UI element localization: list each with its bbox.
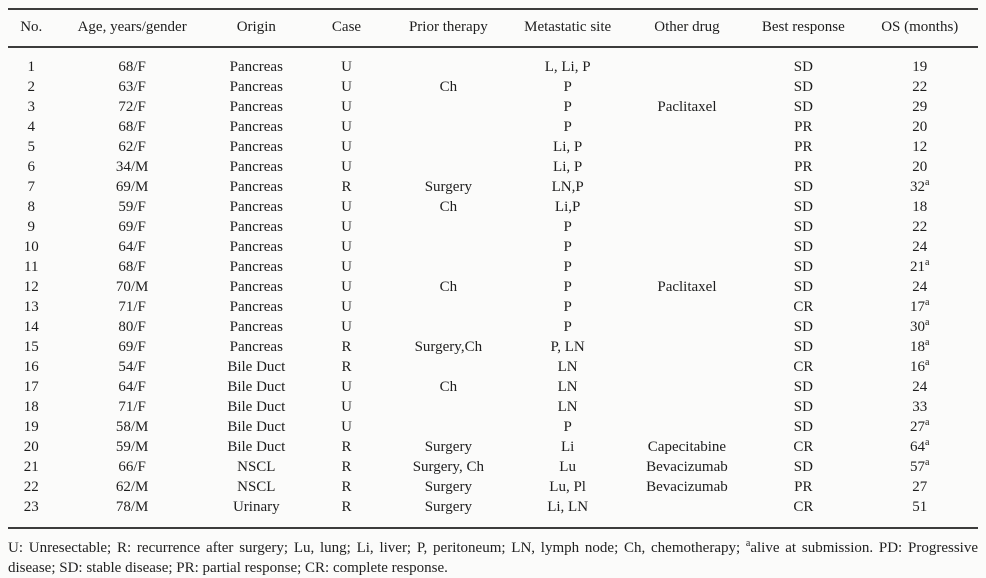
col-header-origin: Origin xyxy=(210,9,303,47)
table-cell: R xyxy=(341,339,352,355)
table-cell: 30$^a$ xyxy=(910,317,930,335)
table-cell: Urinary xyxy=(232,499,280,515)
os-superscript-a: a xyxy=(925,297,930,308)
os-superscript-a: a xyxy=(925,417,930,428)
table-cell: 16 xyxy=(23,359,39,375)
table-cell: Pancreas xyxy=(229,139,283,155)
table-cell: 24 xyxy=(912,379,928,395)
table-cell: U xyxy=(341,119,352,135)
table-cell: 19 xyxy=(23,419,39,435)
table-cell: 27$^a$ xyxy=(910,417,930,435)
table-cell: 34/M xyxy=(115,159,149,175)
table-cell: U xyxy=(341,239,352,255)
table-cell: R xyxy=(341,179,352,195)
table-cell: Pancreas xyxy=(229,59,283,75)
table-cell: 12 xyxy=(23,279,39,295)
table-cell: Lu, Pl xyxy=(549,479,586,495)
table-cell: L, Li, P xyxy=(544,59,591,75)
table-cell: 9 xyxy=(27,219,36,235)
table-row xyxy=(8,317,978,337)
table-cell: SD xyxy=(793,79,813,95)
table-cell: P, LN xyxy=(550,339,585,355)
table-cell: 68/F xyxy=(118,259,146,275)
table-row xyxy=(8,417,978,437)
table-cell xyxy=(629,77,745,97)
table-cell xyxy=(629,377,745,397)
table-cell: 70/M xyxy=(115,279,149,295)
table-cell: 18 xyxy=(912,199,928,215)
table-cell: 58/M xyxy=(115,419,149,435)
table-cell: 14 xyxy=(23,319,39,335)
table-cell: U xyxy=(341,299,352,315)
table-cell: U xyxy=(341,279,352,295)
table-cell: 6 xyxy=(27,159,36,175)
table-cell xyxy=(390,157,506,177)
table-cell: Li,P xyxy=(554,199,581,215)
table-cell: 2 xyxy=(27,79,36,95)
table-cell: U xyxy=(341,139,352,155)
col-header-case: Case xyxy=(303,9,390,47)
table-cell xyxy=(629,157,745,177)
table-cell: 71/F xyxy=(118,399,146,415)
table-cell: SD xyxy=(793,59,813,75)
table-cell: 62/M xyxy=(115,479,149,495)
table-cell: 57$^a$ xyxy=(910,457,930,475)
table-cell xyxy=(390,397,506,417)
table-cell xyxy=(629,317,745,337)
table-cell xyxy=(629,337,745,357)
table-cell: Ch xyxy=(439,79,458,95)
table-cell: 4 xyxy=(27,119,36,135)
table-row xyxy=(8,177,978,197)
table-cell xyxy=(390,417,506,437)
table-footnote xyxy=(8,538,978,578)
table-cell: Ch xyxy=(439,199,458,215)
table-cell xyxy=(390,297,506,317)
table-cell: P xyxy=(563,319,572,335)
table-cell: PR xyxy=(794,119,813,135)
table-cell: 22 xyxy=(912,219,928,235)
table-cell: P xyxy=(563,119,572,135)
table-cell: CR xyxy=(793,299,814,315)
table-cell: P xyxy=(563,239,572,255)
col-header-no: No. xyxy=(8,9,55,47)
table-cell: PR xyxy=(794,479,813,495)
col-header-other-drug: Other drug xyxy=(629,9,745,47)
table-cell: SD xyxy=(793,459,813,475)
table-cell: P xyxy=(563,219,572,235)
table-cell xyxy=(629,357,745,377)
table-cell: R xyxy=(341,499,352,515)
table-cell: PR xyxy=(794,139,813,155)
col-header-metastatic-site: Metastatic site xyxy=(507,9,629,47)
table-cell: SD xyxy=(793,339,813,355)
table-cell: LN,P xyxy=(551,179,584,195)
table-cell: SD xyxy=(793,279,813,295)
table-cell: LN xyxy=(557,359,578,375)
table-cell: 10 xyxy=(23,239,39,255)
table-cell: U xyxy=(341,419,352,435)
table-cell xyxy=(390,97,506,117)
table-cell xyxy=(390,317,506,337)
table-row xyxy=(8,357,978,377)
table-cell xyxy=(629,237,745,257)
table-cell: Pancreas xyxy=(229,99,283,115)
table-row xyxy=(8,97,978,117)
table-cell: Bevacizumab xyxy=(646,459,728,475)
table-cell: SD xyxy=(793,399,813,415)
table-cell: 64/F xyxy=(118,239,146,255)
table-cell: 11 xyxy=(24,259,39,275)
table-cell xyxy=(629,217,745,237)
table-cell xyxy=(390,47,506,77)
footnote-superscript-a: a xyxy=(745,538,751,549)
table-cell: U xyxy=(341,199,352,215)
table-cell xyxy=(629,257,745,277)
table-cell: Li xyxy=(560,439,575,455)
table-cell: Pancreas xyxy=(229,299,283,315)
table-cell: CR xyxy=(793,499,814,515)
table-cell: Lu xyxy=(559,459,576,475)
table-cell: CR xyxy=(793,439,814,455)
table-row xyxy=(8,117,978,137)
table-cell: 15 xyxy=(23,339,39,355)
table-cell xyxy=(629,497,745,528)
table-cell: SD xyxy=(793,219,813,235)
table-cell: U xyxy=(341,99,352,115)
table-cell xyxy=(629,137,745,157)
table-cell: 71/F xyxy=(118,299,146,315)
table-cell: 20 xyxy=(912,159,928,175)
table-cell xyxy=(390,117,506,137)
table-row xyxy=(8,257,978,277)
table-cell: U xyxy=(341,259,352,275)
table-cell: Pancreas xyxy=(229,179,283,195)
table-cell: 16$^a$ xyxy=(910,357,930,375)
table-cell: 27 xyxy=(912,479,928,495)
table-cell: SD xyxy=(793,259,813,275)
table-cell: Surgery,Ch xyxy=(414,339,483,355)
table-cell: Bile Duct xyxy=(227,379,286,395)
table-header-row xyxy=(8,9,978,47)
table-cell: 17$^a$ xyxy=(910,297,930,315)
table-cell xyxy=(629,177,745,197)
table-cell: 19 xyxy=(912,59,928,75)
table-cell xyxy=(390,257,506,277)
table-cell: Bevacizumab xyxy=(646,479,728,495)
table-cell: P xyxy=(563,259,572,275)
table-cell: Pancreas xyxy=(229,319,283,335)
table-cell: Pancreas xyxy=(229,259,283,275)
table-row xyxy=(8,477,978,497)
table-cell: Ch xyxy=(439,279,458,295)
table-cell xyxy=(390,237,506,257)
table-cell: Surgery xyxy=(424,439,472,455)
os-superscript-a: a xyxy=(925,457,930,468)
table-cell: SD xyxy=(793,419,813,435)
table-cell: 62/F xyxy=(118,139,146,155)
table-cell: Li, P xyxy=(553,159,583,175)
table-cell: 1 xyxy=(27,59,36,75)
col-header-os-months: OS (months) xyxy=(862,9,978,47)
table-cell: Capecitabine xyxy=(647,439,727,455)
table-cell: NSCL xyxy=(237,459,276,475)
col-header-prior-therapy: Prior therapy xyxy=(390,9,506,47)
table-cell: 3 xyxy=(27,99,36,115)
table-cell xyxy=(629,297,745,317)
table-cell: LN xyxy=(557,379,578,395)
table-body xyxy=(8,47,978,528)
table-cell: P xyxy=(563,299,572,315)
table-row xyxy=(8,297,978,317)
table-cell: U xyxy=(341,59,352,75)
table-cell: 17 xyxy=(23,379,39,395)
table-cell: P xyxy=(563,419,572,435)
table-cell: 69/F xyxy=(118,219,146,235)
table-cell: 29 xyxy=(912,99,928,115)
col-header-best-response: Best response xyxy=(745,9,861,47)
table-row xyxy=(8,137,978,157)
table-row xyxy=(8,197,978,217)
table-cell: LN xyxy=(557,399,578,415)
table-cell: P xyxy=(563,279,572,295)
table-cell: 13 xyxy=(23,299,39,315)
table-cell: 64/F xyxy=(118,379,146,395)
table-cell: U xyxy=(341,379,352,395)
table-cell: 72/F xyxy=(118,99,146,115)
col-header-age-gender: Age, years/gender xyxy=(55,9,210,47)
table-cell: R xyxy=(341,359,352,375)
table-cell: Bile Duct xyxy=(227,399,286,415)
table-cell: 63/F xyxy=(118,79,146,95)
table-cell: 21$^a$ xyxy=(910,257,930,275)
table-cell: 7 xyxy=(27,179,36,195)
table-cell: 20 xyxy=(23,439,39,455)
table-cell: Pancreas xyxy=(229,119,283,135)
table-cell xyxy=(629,197,745,217)
table-cell: 59/M xyxy=(115,439,149,455)
table-cell: U xyxy=(341,219,352,235)
table-cell: 68/F xyxy=(118,59,146,75)
table-cell: 68/F xyxy=(118,119,146,135)
table-cell: Bile Duct xyxy=(227,439,286,455)
table-cell: U xyxy=(341,79,352,95)
table-cell: R xyxy=(341,479,352,495)
table-cell: SD xyxy=(793,379,813,395)
os-superscript-a: a xyxy=(925,357,930,368)
table-cell: 59/F xyxy=(118,199,146,215)
os-superscript-a: a xyxy=(925,257,930,268)
table-row xyxy=(8,157,978,177)
table-cell: 24 xyxy=(912,239,928,255)
table-cell: 78/M xyxy=(115,499,149,515)
os-superscript-a: a xyxy=(925,437,930,448)
table-cell: 54/F xyxy=(118,359,146,375)
table-row xyxy=(8,237,978,257)
table-cell: NSCL xyxy=(237,479,276,495)
os-superscript-a: a xyxy=(925,317,930,328)
os-superscript-a: a xyxy=(925,337,930,348)
footnote-text-part2: alive at submission. PD: Progressive disease; SD: stable disease; PR: partial response; CR: complete response. xyxy=(8,540,978,576)
table-cell: 20 xyxy=(912,119,928,135)
table-cell: Surgery xyxy=(424,499,472,515)
table-cell: SD xyxy=(793,179,813,195)
table-cell: Pancreas xyxy=(229,279,283,295)
table-cell: 18 xyxy=(23,399,39,415)
table-cell: 69/F xyxy=(118,339,146,355)
table-cell: Pancreas xyxy=(229,199,283,215)
table-cell xyxy=(629,397,745,417)
table-row xyxy=(8,377,978,397)
table-cell: 51 xyxy=(912,499,928,515)
table-cell: Surgery xyxy=(424,179,472,195)
table-cell: U xyxy=(341,159,352,175)
footnote-text-part1: U: Unresectable; R: recurrence after surgery; Lu, lung; Li, liver; P, peritoneum; LN, lymph node; Ch, chemotherapy; xyxy=(8,540,746,556)
patient-results-table xyxy=(8,8,978,529)
table-cell xyxy=(629,117,745,137)
table-cell: Li, P xyxy=(553,139,583,155)
table-cell: Pancreas xyxy=(229,79,283,95)
table-cell: Pancreas xyxy=(229,159,283,175)
os-superscript-a: a xyxy=(925,177,930,188)
table-cell: PR xyxy=(794,159,813,175)
table-cell: 12 xyxy=(912,139,928,155)
table-cell: 18$^a$ xyxy=(910,337,930,355)
table-cell: CR xyxy=(793,359,814,375)
table-cell: 33 xyxy=(912,399,928,415)
table-cell: R xyxy=(341,439,352,455)
table-cell: Ch xyxy=(439,379,458,395)
table-cell: Li, LN xyxy=(547,499,589,515)
table-cell: R xyxy=(341,459,352,475)
table-cell xyxy=(390,357,506,377)
table-row xyxy=(8,497,978,528)
table-cell: SD xyxy=(793,199,813,215)
table-row xyxy=(8,77,978,97)
table-cell: U xyxy=(341,399,352,415)
table-cell: 32$^a$ xyxy=(910,177,930,195)
table-cell: 66/F xyxy=(118,459,146,475)
table-cell: 5 xyxy=(27,139,36,155)
table-cell: 80/F xyxy=(118,319,146,335)
table-row xyxy=(8,457,978,477)
table-cell: Bile Duct xyxy=(227,419,286,435)
table-cell: SD xyxy=(793,319,813,335)
table-row xyxy=(8,277,978,297)
table-cell: 22 xyxy=(912,79,928,95)
table-cell: Pancreas xyxy=(229,339,283,355)
table-cell: SD xyxy=(793,99,813,115)
table-cell xyxy=(390,137,506,157)
table-cell: 23 xyxy=(23,499,39,515)
table-row xyxy=(8,437,978,457)
table-cell: Paclitaxel xyxy=(657,279,717,295)
table-cell xyxy=(629,417,745,437)
table-cell: SD xyxy=(793,239,813,255)
table-cell: 24 xyxy=(912,279,928,295)
table-row xyxy=(8,217,978,237)
table-row xyxy=(8,337,978,357)
table-cell: Surgery xyxy=(424,479,472,495)
table-cell: U xyxy=(341,319,352,335)
table-row xyxy=(8,397,978,417)
table-cell: P xyxy=(563,99,572,115)
table-cell: Pancreas xyxy=(229,239,283,255)
table-cell: P xyxy=(563,79,572,95)
table-cell: Surgery, Ch xyxy=(412,459,484,475)
table-cell: Bile Duct xyxy=(227,359,286,375)
table-cell: Paclitaxel xyxy=(657,99,717,115)
table-cell: Pancreas xyxy=(229,219,283,235)
table-cell xyxy=(629,47,745,77)
table-cell: 8 xyxy=(27,199,36,215)
table-cell: 64$^a$ xyxy=(910,437,930,455)
table-cell: 21 xyxy=(23,459,39,475)
table-row xyxy=(8,47,978,77)
table-cell: 69/M xyxy=(115,179,149,195)
table-cell xyxy=(390,217,506,237)
table-cell: 22 xyxy=(23,479,39,495)
